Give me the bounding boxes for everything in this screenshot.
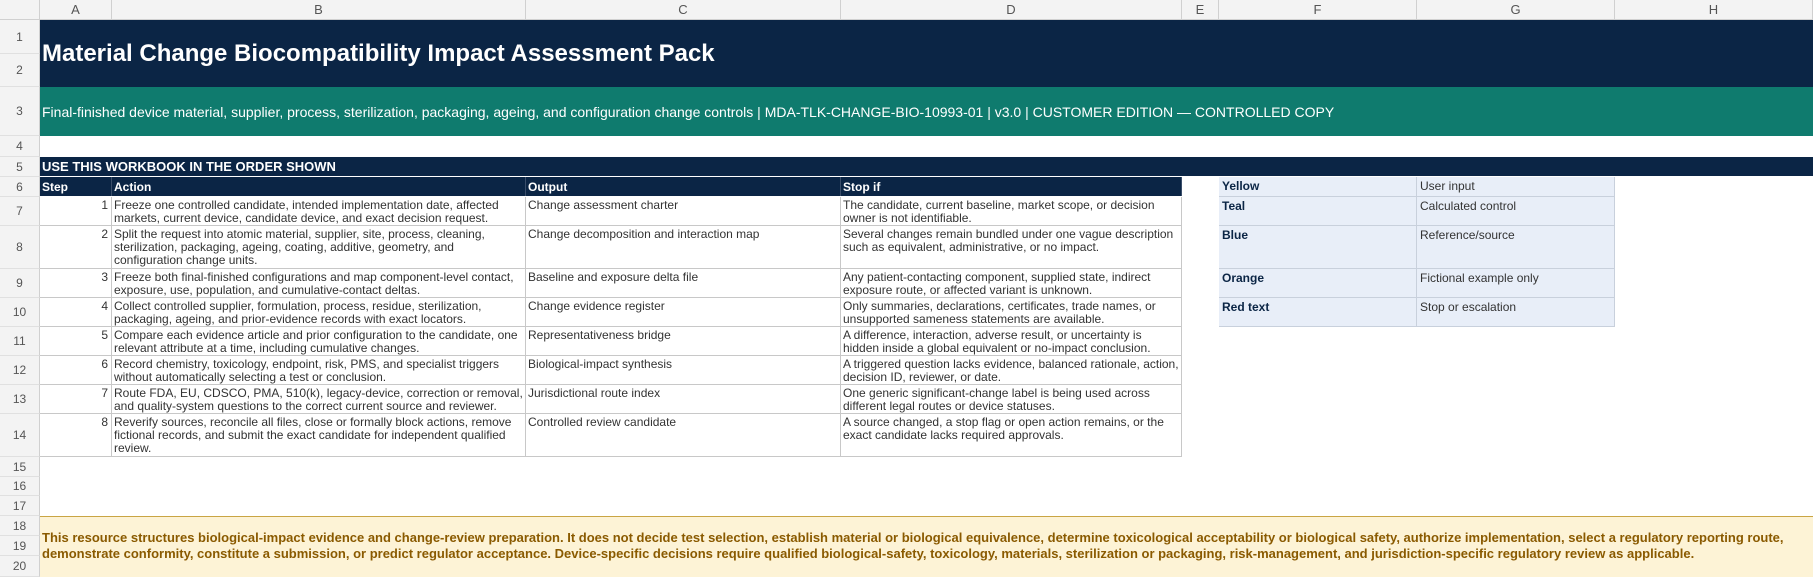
row-header-15[interactable]: 15	[0, 457, 40, 477]
stop-if-cell[interactable]: Several changes remain bundled under one vague description such as equivalent, administrative, or no impact.	[841, 226, 1182, 269]
output-cell[interactable]: Representativeness bridge	[526, 327, 841, 356]
row-header-18[interactable]: 18	[0, 516, 40, 536]
legend-meaning-red-text[interactable]: Stop or escalation	[1417, 298, 1615, 327]
row-header-10[interactable]: 10	[0, 298, 40, 327]
column-header-e[interactable]: E	[1182, 0, 1219, 20]
row-header-8[interactable]: 8	[0, 226, 40, 269]
column-header-h[interactable]: H	[1615, 0, 1813, 20]
header-stop-if[interactable]: Stop if	[841, 177, 1182, 196]
column-header-a[interactable]: A	[40, 0, 112, 20]
column-header-bar	[0, 0, 1813, 20]
row-header-20[interactable]: 20	[0, 556, 40, 577]
legend-key-red-text[interactable]: Red text	[1219, 298, 1417, 327]
legend-key-yellow[interactable]: Yellow	[1219, 177, 1417, 197]
row-header-19[interactable]: 19	[0, 536, 40, 556]
legend-key-blue[interactable]: Blue	[1219, 226, 1417, 269]
row-header-11[interactable]: 11	[0, 327, 40, 356]
output-cell[interactable]: Controlled review candidate	[526, 414, 841, 457]
row-header-13[interactable]: 13	[0, 385, 40, 414]
header-step[interactable]: Step	[40, 177, 112, 196]
legend-meaning-blue[interactable]: Reference/source	[1417, 226, 1615, 269]
column-header-f[interactable]: F	[1219, 0, 1417, 20]
action-cell[interactable]: Split the request into atomic material, supplier, site, process, cleaning, sterilization, packaging, ageing, coating, additive, geometry, and configuration change units.	[112, 226, 526, 269]
action-cell[interactable]: Record chemistry, toxicology, endpoint, risk, PMS, and specialist triggers without automatically selecting a test or conclusion.	[112, 356, 526, 385]
action-cell[interactable]: Freeze both final-finished configurations and map component-level contact, exposure, use, population, and cumulative-contact deltas.	[112, 269, 526, 298]
stop-if-cell[interactable]: The candidate, current baseline, market scope, or decision owner is not identifiable.	[841, 197, 1182, 226]
row-header-9[interactable]: 9	[0, 269, 40, 298]
step-cell[interactable]: 4	[40, 298, 112, 327]
legend-meaning-teal[interactable]: Calculated control	[1417, 197, 1615, 226]
stop-if-cell[interactable]: One generic significant-change label is being used across different legal routes or device statuses.	[841, 385, 1182, 414]
stop-if-cell[interactable]: Any patient-contacting component, supplied state, indirect exposure route, or affected variant is unknown.	[841, 269, 1182, 298]
row-header-2[interactable]: 2	[0, 54, 40, 87]
workbook-title[interactable]: Material Change Biocompatibility Impact Assessment Pack	[42, 39, 715, 67]
output-cell[interactable]: Jurisdictional route index	[526, 385, 841, 414]
step-cell[interactable]: 8	[40, 414, 112, 457]
row-header-7[interactable]: 7	[0, 197, 40, 226]
stop-if-cell[interactable]: A difference, interaction, adverse result, or uncertainty is hidden inside a global equivalent or no-impact conclusion.	[841, 327, 1182, 356]
workbook-subtitle[interactable]: Final-finished device material, supplier, process, sterilization, packaging, ageing, and configuration change controls | MDA-TLK-CHANGE-BIO-10993-01 | v3.0 | CUSTOMER EDITION — CONTROLLED COPY	[42, 103, 1335, 120]
step-cell[interactable]: 6	[40, 356, 112, 385]
column-header-c[interactable]: C	[526, 0, 841, 20]
row-header-3[interactable]: 3	[0, 87, 40, 136]
header-output[interactable]: Output	[526, 177, 841, 196]
row-header-12[interactable]: 12	[0, 356, 40, 385]
action-cell[interactable]: Collect controlled supplier, formulation, process, residue, sterilization, packaging, ageing, and prior-evidence records with exact locators.	[112, 298, 526, 327]
row-header-6[interactable]: 6	[0, 177, 40, 197]
row-header-17[interactable]: 17	[0, 496, 40, 516]
column-header-d[interactable]: D	[841, 0, 1182, 20]
header-action[interactable]: Action	[112, 177, 526, 196]
step-cell[interactable]: 2	[40, 226, 112, 269]
row-header-4[interactable]: 4	[0, 136, 40, 157]
output-cell[interactable]: Change decomposition and interaction map	[526, 226, 841, 269]
row-header-1[interactable]: 1	[0, 20, 40, 54]
legend-meaning-yellow[interactable]: User input	[1417, 177, 1615, 197]
row-header-14[interactable]: 14	[0, 414, 40, 457]
section-heading[interactable]: USE THIS WORKBOOK IN THE ORDER SHOWN	[42, 159, 336, 174]
column-header-b[interactable]: B	[112, 0, 526, 20]
legend-key-teal[interactable]: Teal	[1219, 197, 1417, 226]
output-cell[interactable]: Biological-impact synthesis	[526, 356, 841, 385]
column-header-g[interactable]: G	[1417, 0, 1615, 20]
stop-if-cell[interactable]: A source changed, a stop flag or open action remains, or the exact candidate lacks required approvals.	[841, 414, 1182, 457]
action-cell[interactable]: Freeze one controlled candidate, intended implementation date, affected markets, current device, candidate device, and exact decision request.	[112, 197, 526, 226]
step-cell[interactable]: 7	[40, 385, 112, 414]
row-header-16[interactable]: 16	[0, 477, 40, 496]
disclaimer-notice[interactable]: This resource structures biological-impact evidence and change-review preparation. It does not decide test selection, establish material or biological equivalence, determine toxicological acceptability or biological safety, authorize implementation, select a regulatory reporting route, demonstrate conformity, constitute a submission, or predict regulator acceptance. Device-specific decisions require qualified biological-safety, toxicology, materials, sterilization or packaging, risk-management, and jurisdiction-specific regulatory review as applicable.	[40, 516, 1813, 577]
legend-key-orange[interactable]: Orange	[1219, 269, 1417, 298]
output-cell[interactable]: Change assessment charter	[526, 197, 841, 226]
step-cell[interactable]: 1	[40, 197, 112, 226]
action-cell[interactable]: Compare each evidence article and prior configuration to the candidate, one relevant attribute at a time, including cumulative changes.	[112, 327, 526, 356]
stop-if-cell[interactable]: Only summaries, declarations, certificates, trade names, or unsupported sameness statements are available.	[841, 298, 1182, 327]
output-cell[interactable]: Baseline and exposure delta file	[526, 269, 841, 298]
action-cell[interactable]: Reverify sources, reconcile all files, close or formally block actions, remove fictional records, and submit the exact candidate for independent qualified review.	[112, 414, 526, 457]
output-cell[interactable]: Change evidence register	[526, 298, 841, 327]
stop-if-cell[interactable]: A triggered question lacks evidence, balanced rationale, action, decision ID, reviewer, or date.	[841, 356, 1182, 385]
select-all-corner[interactable]	[0, 0, 40, 20]
legend-meaning-orange[interactable]: Fictional example only	[1417, 269, 1615, 298]
step-cell[interactable]: 5	[40, 327, 112, 356]
action-cell[interactable]: Route FDA, EU, CDSCO, PMA, 510(k), legacy-device, correction or removal, and quality-system questions to the correct current source and reviewer.	[112, 385, 526, 414]
row-header-5[interactable]: 5	[0, 157, 40, 177]
step-cell[interactable]: 3	[40, 269, 112, 298]
